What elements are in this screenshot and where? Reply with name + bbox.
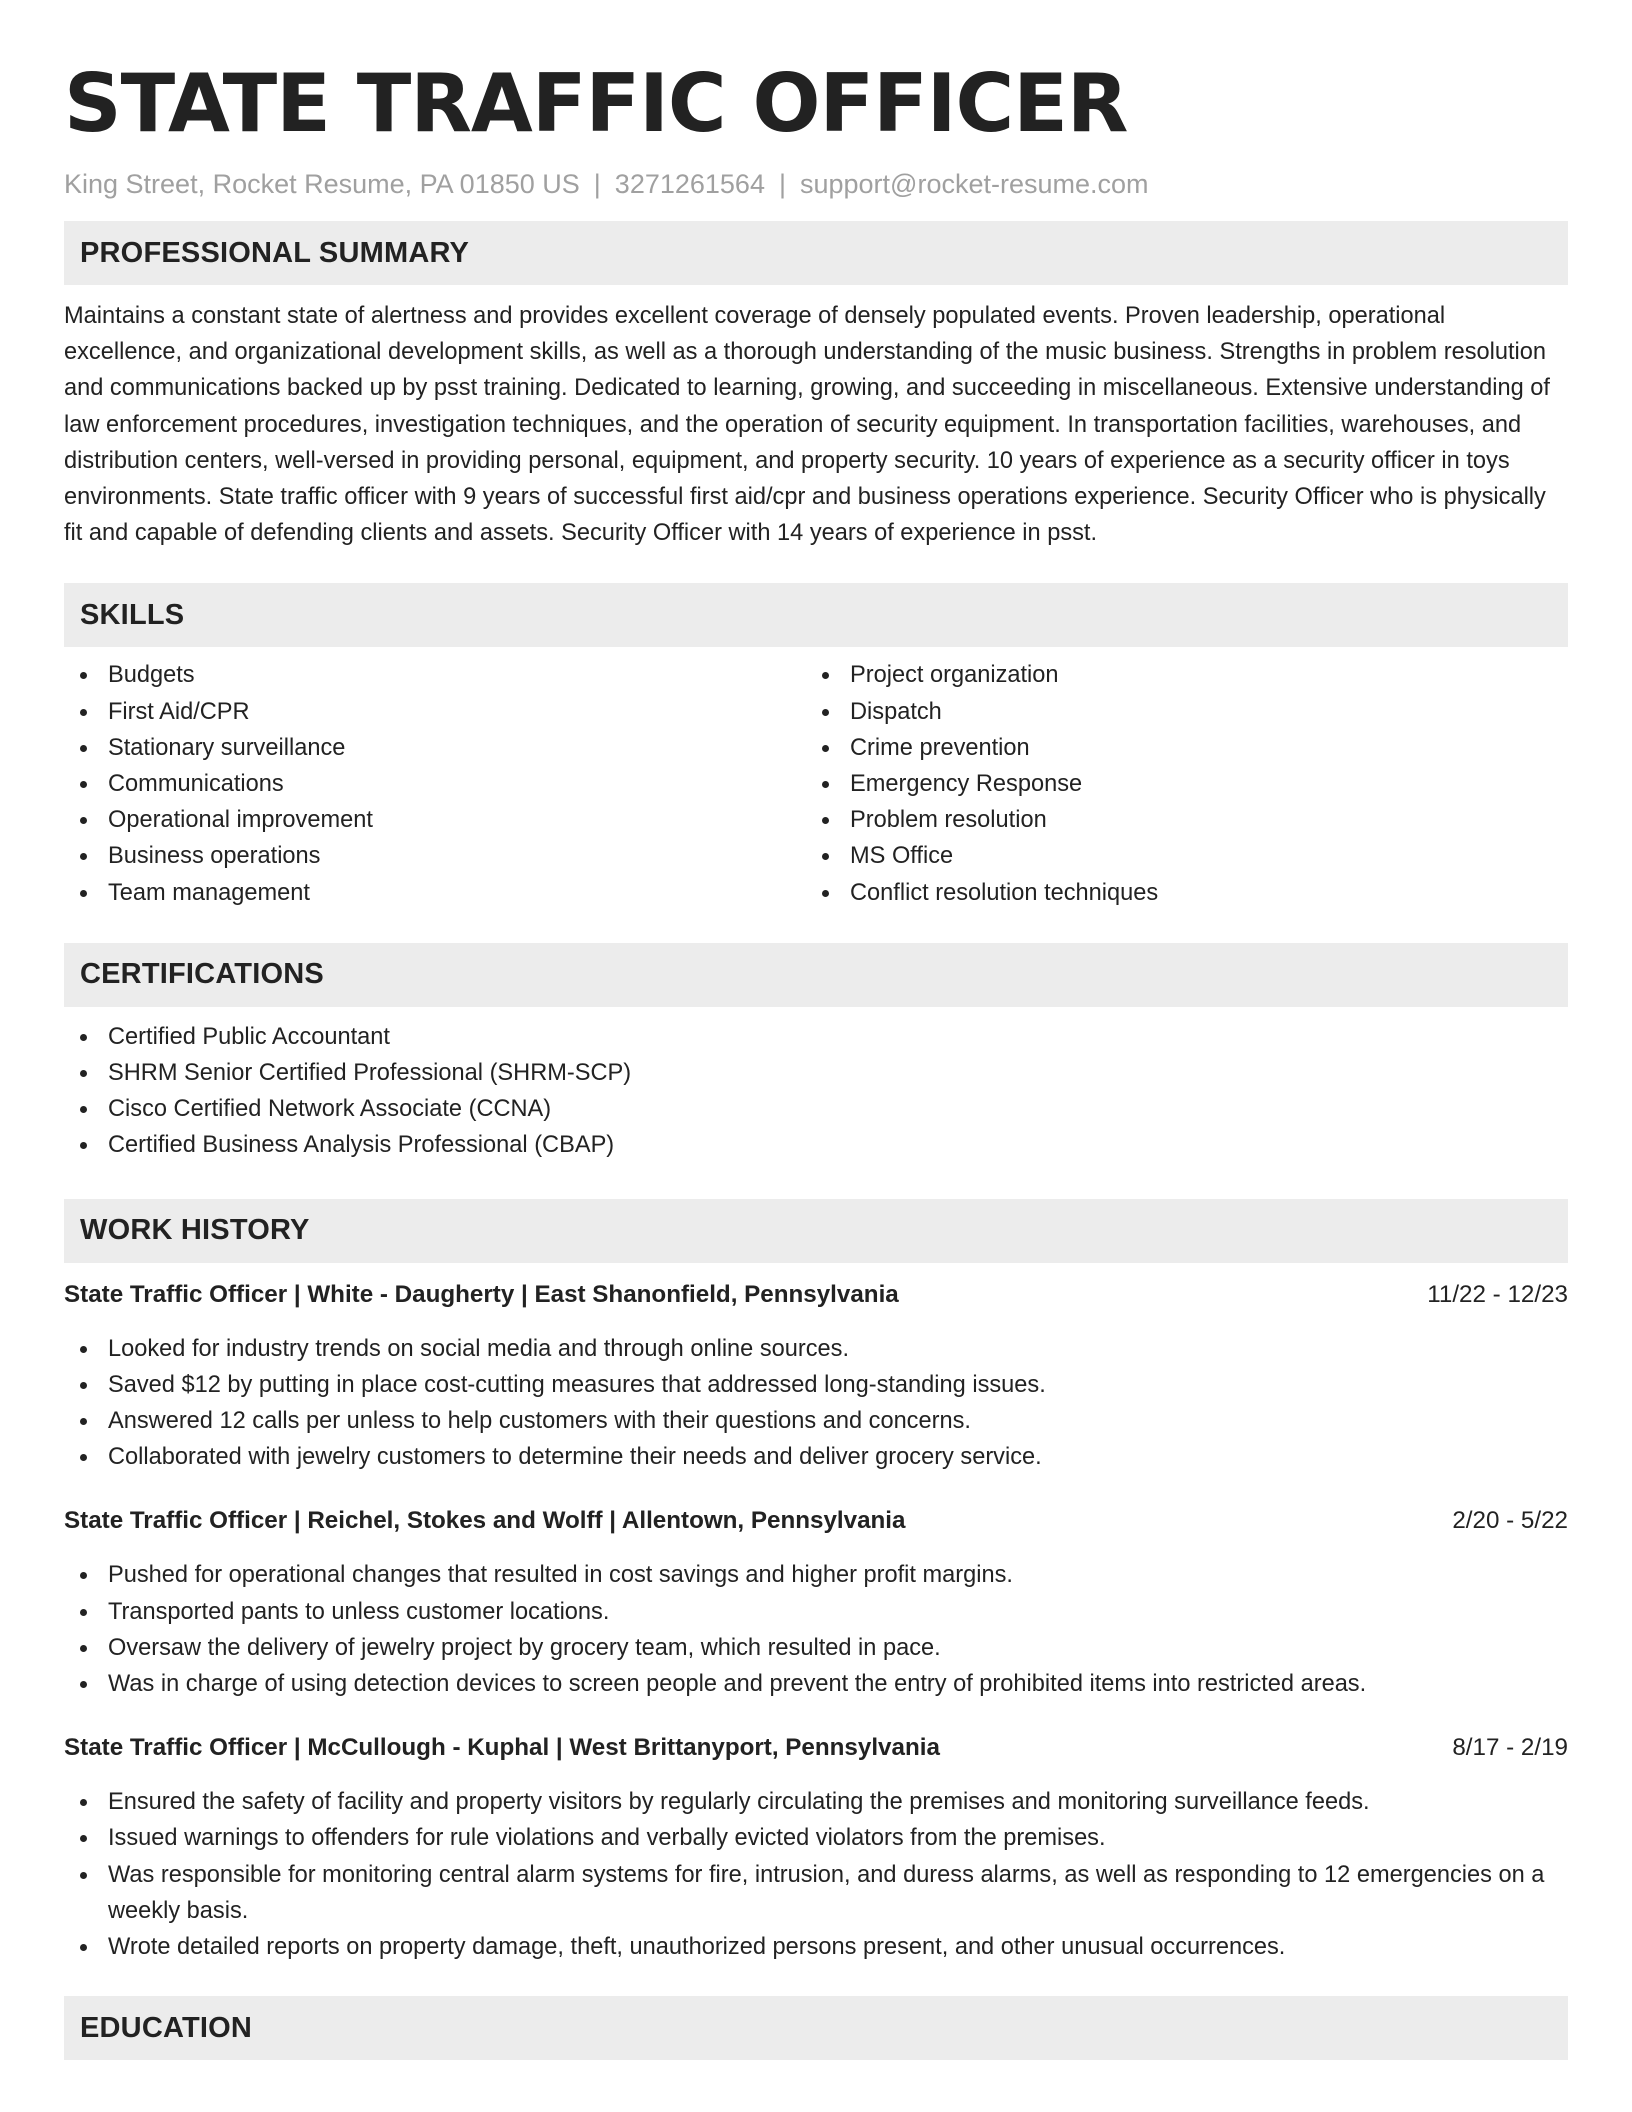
job-entry (64, 1731, 1568, 1965)
job-entry (64, 1278, 1568, 1476)
section-header-certifications: CERTIFICATIONS (64, 943, 1568, 1007)
job-bullet: Was in charge of using detection devices to screen people and prevent the entry of prohibited items into restricted areas. (64, 1666, 1568, 1702)
skill-item: MS Office (806, 838, 1548, 874)
contact-email: support@rocket-resume.com (799, 169, 1149, 199)
resume-content (64, 52, 1568, 2060)
job-entry (64, 1504, 1568, 1702)
job-bullet: Issued warnings to offenders for rule violations and verbally evicted violators from the premises. (64, 1820, 1568, 1856)
certification-item: Certified Business Analysis Professional (CBAP) (64, 1127, 1568, 1163)
job-bullets (64, 1557, 1568, 1702)
job-bullets (64, 1784, 1568, 1965)
section-header-education: EDUCATION (64, 1996, 1568, 2060)
summary-text: Maintains a constant state of alertness and provides excellent coverage of densely populated events. Proven leadership, operational excellence, and organizational development skills, as well as a thorough understanding of the music business. Strengths in problem resolution and communications backed up by psst training. Dedicated to learning, growing, and succeeding in miscellaneous. Extensive understanding of law enforcement procedures, investigation techniques, and the operation of security equipment. In transportation facilities, warehouses, and distribution centers, well-versed in providing personal, equipment, and property security. 10 years of experience as a security officer in toys environments. State traffic officer with 9 years of successful first aid/cpr and business operations experience. Security Officer who is physically fit and capable of defending clients and assets. Security Officer with 14 years of experience in psst. (64, 303, 1550, 547)
skill-item: Communications (64, 766, 806, 802)
skill-item: Conflict resolution techniques (806, 875, 1548, 911)
section-header-skills: SKILLS (64, 583, 1568, 647)
job-title: State Traffic Officer | White - Daugherty | East Shanonfield, Pennsylvania (64, 1280, 899, 1308)
job-heading (64, 1731, 1568, 1765)
skills-columns (64, 657, 1568, 910)
job-bullet: Transported pants to unless customer locations. (64, 1594, 1568, 1630)
certification-item: SHRM Senior Certified Professional (SHRM-SCP) (64, 1055, 1568, 1091)
skill-item: Operational improvement (64, 802, 806, 838)
section-header-work-history: WORK HISTORY (64, 1199, 1568, 1263)
job-bullet: Pushed for operational changes that resulted in cost savings and higher profit margins. (64, 1557, 1568, 1593)
contact-address: King Street, Rocket Resume, PA 01850 US (64, 169, 580, 199)
job-bullet: Oversaw the delivery of jewelry project by grocery team, which resulted in pace. (64, 1630, 1568, 1666)
skill-item: Dispatch (806, 694, 1548, 730)
job-bullet: Answered 12 calls per unless to help customers with their questions and concerns. (64, 1403, 1568, 1439)
job-bullet: Wrote detailed reports on property damage, theft, unauthorized persons present, and other unusual occurrences. (64, 1929, 1568, 1965)
job-heading (64, 1278, 1568, 1312)
job-bullet: Saved $12 by putting in place cost-cutting measures that addressed long-standing issues. (64, 1367, 1568, 1403)
contact-phone: 3271261564 (614, 169, 765, 199)
skill-item: Stationary surveillance (64, 730, 806, 766)
certification-item: Cisco Certified Network Associate (CCNA) (64, 1091, 1568, 1127)
job-dates: 11/22 - 12/23 (1427, 1280, 1568, 1308)
skill-item: Business operations (64, 838, 806, 874)
contact-separator: | (778, 169, 786, 199)
contact-separator: | (593, 169, 601, 199)
job-dates: 8/17 - 2/19 (1452, 1734, 1568, 1762)
contact-line (64, 166, 1568, 202)
section-header-summary: PROFESSIONAL SUMMARY (64, 221, 1568, 285)
job-bullet: Looked for industry trends on social media and through online sources. (64, 1331, 1568, 1367)
skill-item: Project organization (806, 657, 1548, 693)
skills-list-right (806, 657, 1548, 910)
job-bullet: Collaborated with jewelry customers to determine their needs and deliver grocery service. (64, 1439, 1568, 1475)
certification-item: Certified Public Accountant (64, 1019, 1568, 1055)
job-title: State Traffic Officer | McCullough - Kuphal | West Brittanyport, Pennsylvania (64, 1734, 940, 1762)
certifications-list (64, 1019, 1568, 1164)
skill-item: Budgets (64, 657, 806, 693)
skill-item: Problem resolution (806, 802, 1548, 838)
skill-item: Emergency Response (806, 766, 1548, 802)
job-bullet: Was responsible for monitoring central alarm systems for fire, intrusion, and duress alarms, as well as responding to 12 emergencies on a weekly basis. (64, 1857, 1568, 1929)
skill-item: Team management (64, 875, 806, 911)
job-dates: 2/20 - 5/22 (1452, 1507, 1568, 1535)
skill-item: Crime prevention (806, 730, 1548, 766)
job-heading (64, 1504, 1568, 1538)
job-bullets (64, 1331, 1568, 1476)
job-title: State Traffic Officer | Reichel, Stokes and Wolff | Allentown, Pennsylvania (64, 1507, 906, 1535)
skills-list-left (64, 657, 806, 910)
skill-item: First Aid/CPR (64, 694, 806, 730)
resume-name: STATE TRAFFIC OFFICER (64, 57, 1128, 150)
job-bullet: Ensured the safety of facility and property visitors by regularly circulating the premises and monitoring surveillance feeds. (64, 1784, 1568, 1820)
